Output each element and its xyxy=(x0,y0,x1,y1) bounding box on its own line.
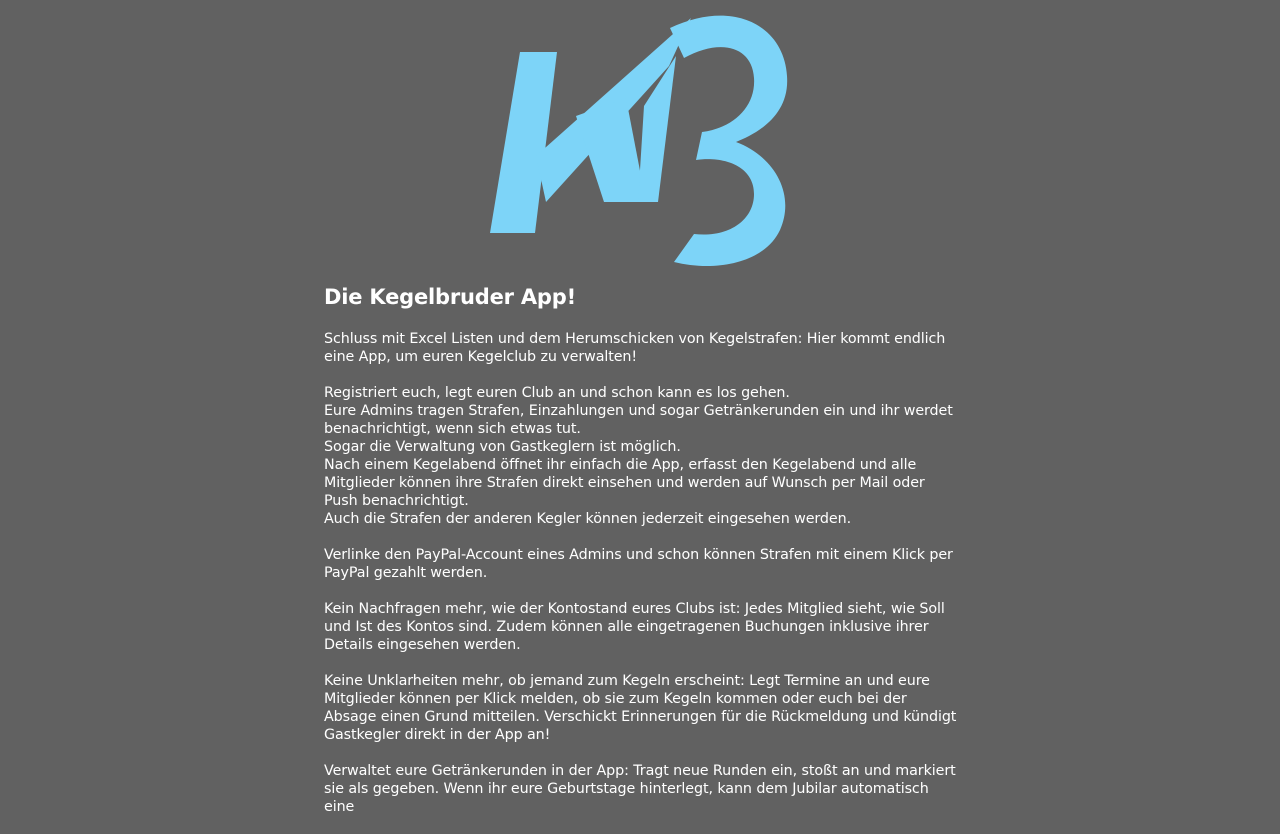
logo-k-stem xyxy=(490,52,557,233)
description-paragraph xyxy=(324,672,960,744)
content xyxy=(324,280,960,834)
description-line: Schluss mit Excel Listen und dem Herumschicken von Kegelstrafen: Hier kommt endlich eine App, um euren Kegelclub zu verwalten! xyxy=(324,331,946,365)
description-line: Sogar die Verwaltung von Gastkeglern ist möglich. xyxy=(324,439,681,455)
description-line: Nach einem Kegelabend öffnet ihr einfach die App, erfasst den Kegelabend und alle Mitglieder können ihre Strafen direkt einsehen und werden auf Wunsch per Mail oder Push benachrichtigt. xyxy=(324,457,925,509)
description-paragraph xyxy=(324,762,960,816)
description-line: Verwaltet eure Getränkerunden in der App: Tragt neue Runden ein, stoßt an und markiert sie als gegeben. Wenn ihr eure Geburtstage hinterlegt, kann dem Jubilar automatisch eine xyxy=(324,763,956,815)
kb-logo-icon xyxy=(484,6,794,268)
description-paragraph xyxy=(324,384,960,528)
description-line: Auch die Strafen der anderen Kegler können jederzeit eingesehen werden. xyxy=(324,511,852,527)
page-title: Die Kegelbruder App! xyxy=(324,285,576,309)
description-line: Registriert euch, legt euren Club an und schon kann es los gehen. xyxy=(324,385,790,401)
description-line: Eure Admins tragen Strafen, Einzahlungen und sogar Getränkerunden ein und ihr werdet benachrichtigt, wenn sich etwas tut. xyxy=(324,403,953,437)
description-line: Kein Nachfragen mehr, wie der Kontostand eures Clubs ist: Jedes Mitglied sieht, wie Soll und Ist des Kontos sind. Zudem können alle eingetragenen Buchungen inklusive ihrer Details eingesehen werden. xyxy=(324,601,945,653)
description-line: Keine Unklarheiten mehr, ob jemand zum Kegeln erscheint: Legt Termine an und eure Mitglieder können per Klick melden, ob sie zum Kegeln kommen oder euch bei der Absage einen Grund mitteilen. Verschickt Erinnerungen für die Rückmeldung und kündigt Gastkegler direkt in der App an! xyxy=(324,673,957,743)
logo-b-bowl xyxy=(670,16,787,266)
description-paragraph xyxy=(324,600,960,654)
description-line: Verlinke den PayPal-Account eines Admins und schon können Strafen mit einem Klick per PayPal gezahlt werden. xyxy=(324,547,953,581)
description-paragraph xyxy=(324,330,960,366)
description xyxy=(324,330,960,816)
description-paragraph xyxy=(324,546,960,582)
